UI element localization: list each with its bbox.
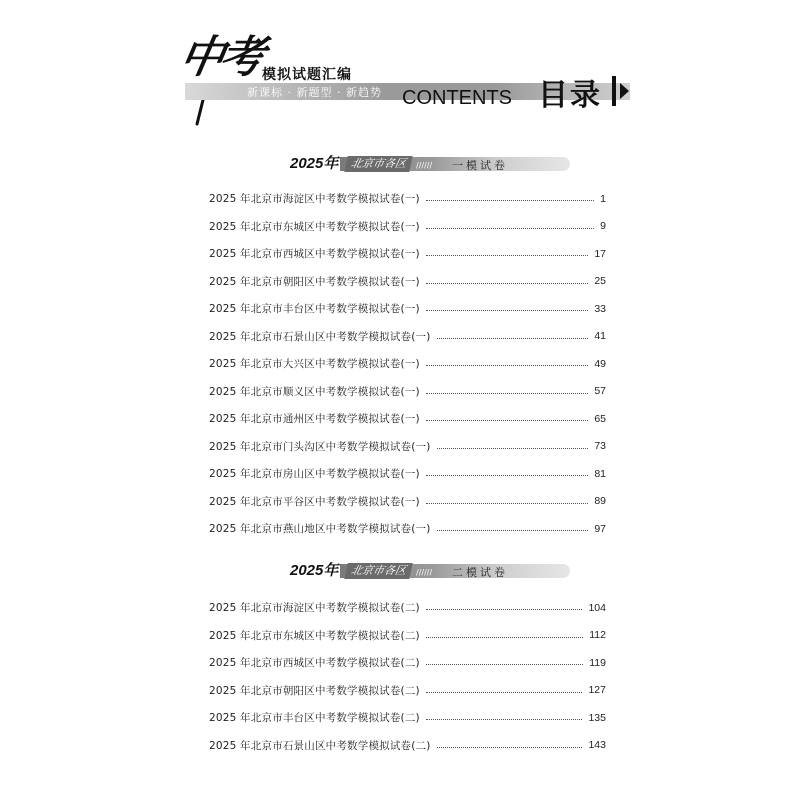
toc-entry-title: 2025 年北京市通州区中考数学模拟试卷(一) [209, 413, 420, 426]
toc-leader-dots [426, 310, 588, 311]
toc-leader-dots [426, 393, 588, 394]
series-logo: 中考 [175, 32, 265, 83]
toc-entry-title: 2025 年北京市西城区中考数学模拟试卷(二) [209, 657, 420, 670]
toc-entry-page: 135 [588, 711, 606, 724]
toc-entry-title: 2025 年北京市海淀区中考数学模拟试卷(二) [209, 602, 420, 615]
toc-entry-title: 2025 年北京市海淀区中考数学模拟试卷(一) [209, 193, 420, 206]
toc-leader-dots [426, 420, 588, 421]
toc-entry-page: 112 [589, 629, 606, 642]
toc-entry-title: 2025 年北京市顺义区中考数学模拟试卷(一) [209, 385, 420, 398]
section-header-second-mock [290, 559, 590, 583]
toc-entry-title: 2025 年北京市东城区中考数学模拟试卷(二) [209, 629, 420, 642]
toc-title: 目录 [538, 78, 602, 113]
toc-leader-dots [426, 283, 588, 284]
toc-entry[interactable] [209, 677, 606, 705]
contents-label: CONTENTS [402, 87, 512, 109]
toc-entry-page: 33 [594, 302, 606, 315]
toc-entry[interactable] [209, 295, 606, 323]
toc-entry-page: 81 [594, 467, 606, 480]
series-subtitle: 模拟试题汇编 [262, 67, 352, 83]
section-stripes: ////// [416, 161, 433, 170]
toc-entry[interactable] [209, 515, 606, 543]
toc-entry[interactable] [209, 350, 606, 378]
toc-entry[interactable] [209, 460, 606, 488]
section-region: 北京市各区 [344, 156, 412, 172]
toc-entry-title: 2025 年北京市门头沟区中考数学模拟试卷(一) [209, 440, 431, 453]
toc-entry-page: 9 [600, 220, 606, 233]
toc-entry[interactable] [209, 378, 606, 406]
toc-entry[interactable] [209, 732, 606, 760]
toc-list-second-mock [209, 594, 606, 759]
toc-leader-dots [426, 719, 583, 720]
toc-entry-page: 143 [588, 739, 606, 752]
toc-arrow-icon [620, 83, 629, 99]
section-label: 一模试卷 [452, 159, 508, 172]
toc-entry[interactable] [209, 268, 606, 296]
toc-entry-page: 17 [594, 247, 606, 260]
toc-entry-page: 1 [600, 192, 606, 205]
section-stripes: ////// [416, 568, 433, 577]
toc-entry-title: 2025 年北京市燕山地区中考数学模拟试卷(一) [209, 523, 431, 536]
toc-leader-dots [426, 228, 594, 229]
toc-leader-dots [437, 338, 589, 339]
toc-entry[interactable] [209, 433, 606, 461]
toc-entry-page: 49 [594, 357, 606, 370]
toc-entry-title: 2025 年北京市石景山区中考数学模拟试卷(二) [209, 739, 431, 752]
toc-entry[interactable] [209, 240, 606, 268]
toc-entry-title: 2025 年北京市房山区中考数学模拟试卷(一) [209, 468, 420, 481]
toc-entry-page: 119 [589, 656, 606, 669]
section-header-first-mock [290, 152, 590, 176]
toc-leader-dots [426, 609, 583, 610]
toc-entry[interactable] [209, 594, 606, 622]
toc-entry-title: 2025 年北京市丰台区中考数学模拟试卷(一) [209, 303, 420, 316]
section-label: 二模试卷 [452, 566, 508, 579]
toc-title-bar [612, 76, 616, 106]
toc-leader-dots [426, 365, 588, 366]
toc-leader-dots [426, 503, 588, 504]
toc-entry-page: 104 [588, 601, 606, 614]
toc-entry-title: 2025 年北京市朝阳区中考数学模拟试卷(二) [209, 684, 420, 697]
toc-entry[interactable] [209, 622, 606, 650]
toc-entry[interactable] [209, 704, 606, 732]
toc-entry-title: 2025 年北京市丰台区中考数学模拟试卷(二) [209, 712, 420, 725]
toc-entry[interactable] [209, 488, 606, 516]
toc-leader-dots [437, 747, 583, 748]
toc-entry[interactable] [209, 405, 606, 433]
toc-entry-page: 41 [594, 330, 606, 343]
toc-entry-page: 57 [594, 385, 606, 398]
page-header [0, 0, 800, 140]
toc-entry-page: 25 [594, 275, 606, 288]
toc-entry[interactable] [209, 185, 606, 213]
toc-entry-title: 2025 年北京市东城区中考数学模拟试卷(一) [209, 220, 420, 233]
toc-leader-dots [426, 692, 583, 693]
toc-leader-dots [437, 530, 589, 531]
toc-entry-page: 65 [594, 412, 606, 425]
toc-entry-page: 97 [594, 522, 606, 535]
section-region: 北京市各区 [344, 563, 412, 579]
toc-entry-title: 2025 年北京市朝阳区中考数学模拟试卷(一) [209, 275, 420, 288]
toc-entry-title: 2025 年北京市石景山区中考数学模拟试卷(一) [209, 330, 431, 343]
toc-entry-title: 2025 年北京市大兴区中考数学模拟试卷(一) [209, 358, 420, 371]
toc-entry[interactable] [209, 213, 606, 241]
toc-entry-title: 2025 年北京市平谷区中考数学模拟试卷(一) [209, 495, 420, 508]
toc-leader-dots [426, 475, 588, 476]
toc-leader-dots [426, 200, 594, 201]
toc-entry-page: 89 [594, 495, 606, 508]
toc-leader-dots [426, 255, 588, 256]
toc-entry-page: 73 [594, 440, 606, 453]
toc-entry[interactable] [209, 649, 606, 677]
toc-leader-dots [426, 637, 583, 638]
section-year: 2025年 [290, 155, 339, 172]
toc-leader-dots [426, 664, 583, 665]
toc-entry-page: 127 [588, 684, 606, 697]
section-year: 2025年 [290, 562, 339, 579]
toc-list-first-mock [209, 185, 606, 543]
series-tagline: 新课标 · 新题型 · 新趋势 [247, 86, 382, 99]
toc-entry-title: 2025 年北京市西城区中考数学模拟试卷(一) [209, 248, 420, 261]
toc-entry[interactable] [209, 323, 606, 351]
toc-leader-dots [437, 448, 589, 449]
